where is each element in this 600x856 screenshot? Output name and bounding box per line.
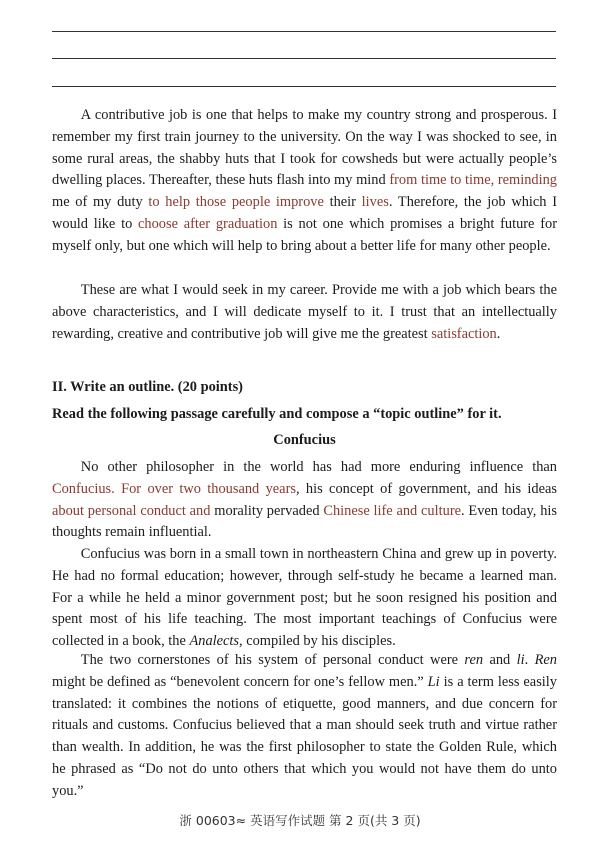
answer-line	[52, 31, 556, 32]
handwritten-mark: to help those people improve	[148, 194, 324, 211]
essay-paragraph-2: These are what I would seek in my career. Provide me with a job which bears the above characteristics, and I will dedicate myself to it. I trust that an intellectually rewarding, creative and contributive job will give me the greatest satisfaction.	[52, 282, 557, 342]
section-heading: II. Write an outline. (20 points)	[52, 379, 243, 395]
handwritten-mark: choose after graduation	[138, 215, 278, 232]
handwritten-mark: from time to time, reminding	[389, 172, 557, 189]
passage-paragraph-2: Confucius was born in a small town in northeastern China and grew up in poverty. He had no formal education; however, through self-study he became a learned man. For a while he held a minor government post; but he soon resigned his position and spent most of his life teaching. The most important teachings of Confucius were collected in a book, the Analects, compiled by his disciples.	[52, 546, 557, 650]
handwritten-mark: about personal conduct and	[52, 502, 211, 519]
passage-title: Confucius	[273, 432, 336, 448]
handwritten-mark: Chinese life and culture	[323, 502, 462, 519]
answer-line	[52, 86, 556, 87]
section-instruction: Read the following passage carefully and compose a “topic outline” for it.	[52, 406, 502, 422]
answer-line	[52, 58, 556, 59]
handwritten-mark: Confucius. For over two thousand years	[52, 480, 296, 497]
page-footer: 浙 00603≈ 英语写作试题 第 2 页(共 3 页)	[179, 813, 421, 828]
handwritten-mark: satisfaction	[431, 325, 497, 342]
passage-paragraph-3: The two cornerstones of his system of personal conduct were ren and li. Ren might be defined as “benevolent concern for one’s fellow men.” Li is a term less easily translated: it combines the notions of etiquette, good manners, and due concern for rituals and customs. Confucius believed that a man should seek truth and virtue rather than wealth. In addition, he was the first philosopher to state the Golden Rule, which he phrased as “Do not do unto others that which you would not have them do unto you.”	[52, 652, 557, 799]
passage-paragraph-1: No other philosopher in the world has had more enduring influence than Confucius. For over two thousand years, his concept of government, and his ideas about personal conduct and morality pervaded Chinese life and culture. Even today, his thoughts remain influential.	[52, 459, 557, 541]
handwritten-mark: lives	[361, 194, 389, 211]
essay-paragraph-1: A contributive job is one that helps to make my country strong and prosperous. I remember my first train journey to the university. On the way I was shocked to see, in some rural areas, the shabby huts that I took for cowsheds but were actually people’s dwelling places. Thereafter, these huts flash into my mind from time to time, reminding me of my duty to help those people improve their lives. Therefore, the job which I would like to choose after graduation is not one which promises a bright future for myself only, but one which will help to bring about a better life for many other people.	[52, 107, 557, 254]
